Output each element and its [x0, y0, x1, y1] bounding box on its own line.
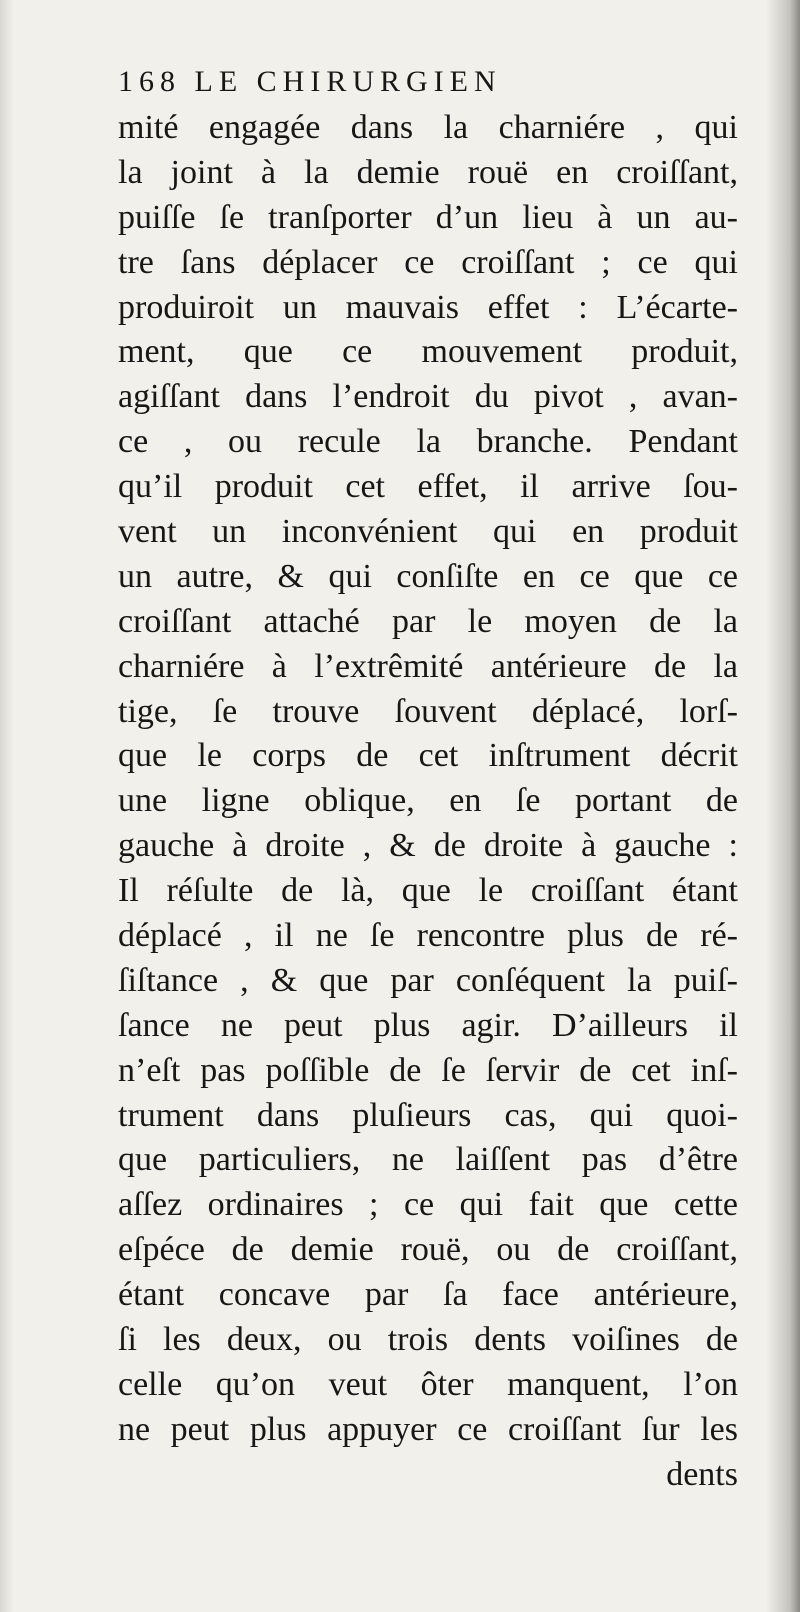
text-line: n’eſt pas poſſible de ſe ſervir de cet inſ- [118, 1051, 738, 1089]
text-line: eſpéce de demie rouë, ou de croiſſant, [118, 1231, 738, 1269]
catchword: dents [666, 1455, 738, 1493]
page-left-edge [0, 0, 14, 1612]
text-line: puiſſe ſe tranſporter d’un lieu à un au- [118, 198, 738, 236]
text-line: ne peut plus appuyer ce croiſſant ſur les [118, 1410, 738, 1448]
text-line: trument dans pluſieurs cas, qui quoi- [118, 1096, 738, 1134]
text-line: ment, que ce mouvement produit, [118, 333, 738, 371]
text-line: tre ſans déplacer ce croiſſant ; ce qui [118, 243, 738, 281]
text-line: Il réſulte de là, que le croiſſant étant [118, 872, 738, 910]
text-line: ſiſtance , & que par conſéquent la puiſ- [118, 961, 738, 999]
text-line: vent un inconvénient qui en produit [118, 513, 738, 551]
text-line: agiſſant dans l’endroit du pivot , avan- [118, 378, 738, 416]
text-line: produiroit un mauvais effet : L’écarte- [118, 288, 738, 326]
text-line: qu’il produit cet effet, il arrive ſou- [118, 468, 738, 506]
text-line: ſi les deux, ou trois dents voiſines de [118, 1321, 738, 1359]
text-line: celle qu’on veut ôter manquent, l’on [118, 1365, 738, 1403]
text-line: déplacé , il ne ſe rencontre plus de ré- [118, 917, 738, 955]
page-right-edge [766, 0, 800, 1612]
running-header: 168 LE CHIRURGIEN [118, 65, 502, 98]
text-line: étant concave par ſa face antérieure, [118, 1276, 738, 1314]
text-line: une ligne oblique, en ſe portant de [118, 782, 738, 820]
text-line: ſance ne peut plus agir. D’ailleurs il [118, 1006, 738, 1044]
text-line: la joint à la demie rouë en croiſſant, [118, 153, 738, 191]
text-line: que particuliers, ne laiſſent pas d’être [118, 1141, 738, 1179]
text-line: que le corps de cet inſtrument décrit [118, 737, 738, 775]
text-line: charniére à l’extrêmité antérieure de la [118, 647, 738, 685]
text-line: croiſſant attaché par le moyen de la [118, 602, 738, 640]
text-line: ce , ou recule la branche. Pendant [118, 423, 738, 461]
text-line: tige, ſe trouve ſouvent déplacé, lorſ- [118, 692, 738, 730]
text-line: mité engagée dans la charniére , qui [118, 109, 738, 146]
text-line: aſſez ordinaires ; ce qui fait que cette [118, 1186, 738, 1224]
text-line: gauche à droite , & de droite à gauche : [118, 827, 738, 865]
text-block [118, 58, 738, 1498]
text-line: un autre, & qui conſiſte en ce que ce [118, 557, 738, 595]
